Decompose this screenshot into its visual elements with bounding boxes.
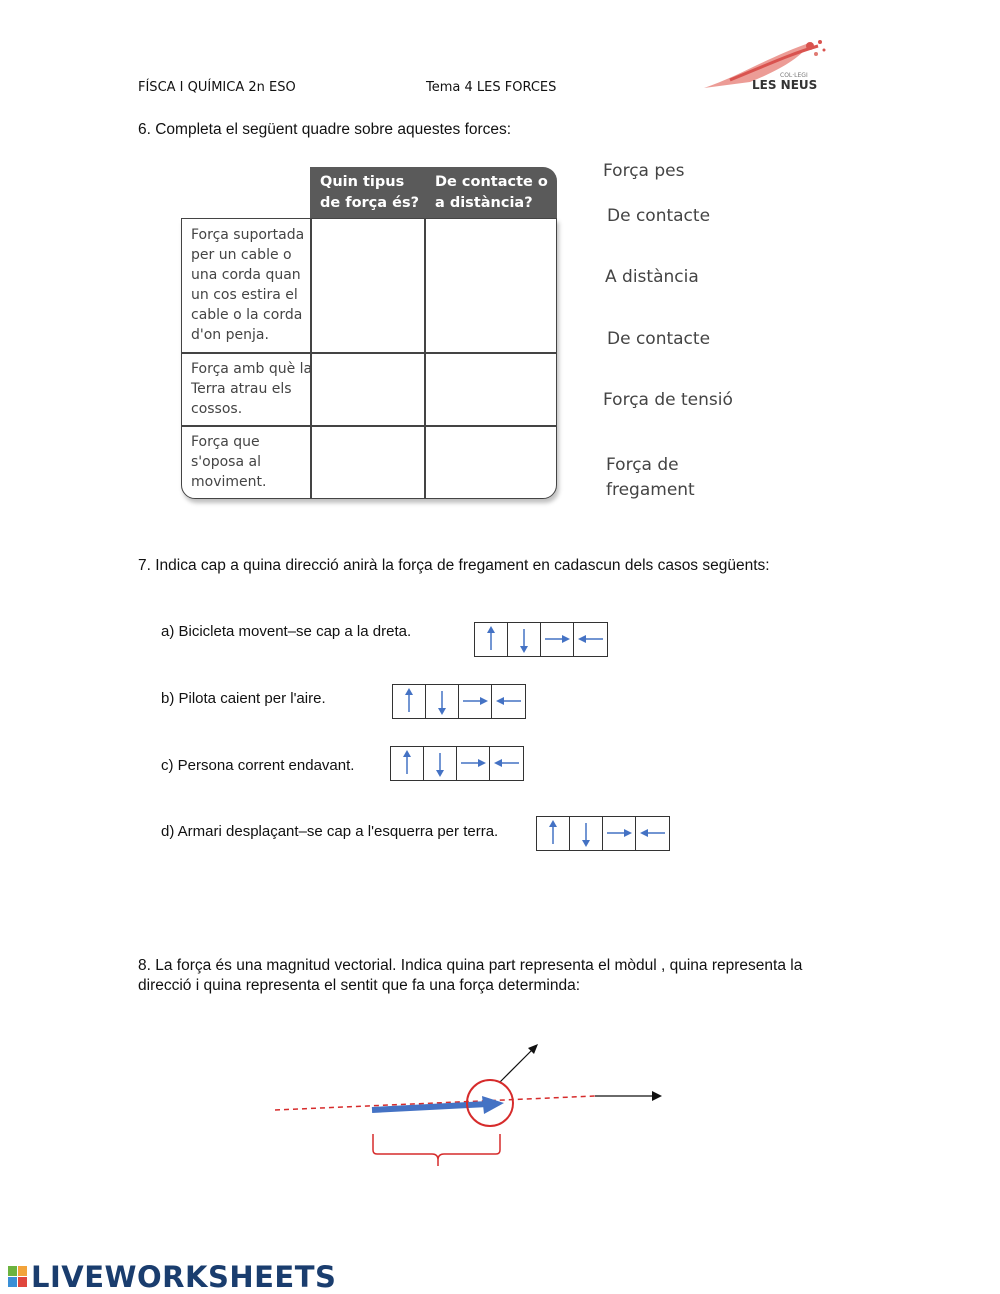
option-forca-pes[interactable]: Força pes (603, 161, 685, 181)
arrow-right-choice[interactable] (457, 747, 490, 780)
q7-item-b: b) Pilota caient per l'aire. (161, 690, 326, 707)
liveworksheets-mark-icon (8, 1266, 28, 1288)
arrow-left-choice[interactable] (574, 623, 607, 656)
module-brace[interactable] (373, 1134, 500, 1166)
row-label-line: cossos. (191, 401, 243, 417)
arrow-left-choice[interactable] (490, 747, 523, 780)
option-forca-de-fregament[interactable] (606, 453, 695, 503)
option-de-contacte-2[interactable]: De contacte (607, 329, 711, 349)
row-label-line: per un cable o (191, 247, 292, 263)
drop-cell-row3-contact[interactable] (426, 427, 556, 499)
row-label-friction (182, 432, 266, 492)
q7-item-a: a) Bicicleta movent–se cap a la dreta. (161, 623, 412, 640)
arrow-left-icon (636, 817, 669, 850)
arrow-up-icon (537, 817, 570, 850)
row-label-weight (182, 359, 312, 419)
pointer-right-arrowhead-icon (652, 1091, 662, 1101)
q7-item-d: d) Armari desplaçant–se cap a l'esquerra per terra. (161, 823, 499, 840)
arrow-choices-a (474, 622, 608, 657)
option-line: fregament (606, 480, 695, 500)
arrow-down-icon (426, 685, 459, 718)
arrow-up-choice[interactable] (475, 623, 508, 656)
drop-cell-row1-type[interactable] (312, 219, 424, 352)
row-label-line: cable o la corda (191, 307, 303, 323)
drop-cell-row2-type[interactable] (312, 354, 424, 425)
arrow-choices-c (390, 746, 524, 781)
force-vector-arrowhead-icon (482, 1096, 504, 1114)
row-label-line: moviment. (191, 474, 267, 490)
arrow-up-icon (391, 747, 424, 780)
arrow-up-choice[interactable] (391, 747, 424, 780)
arrow-down-choice[interactable] (424, 747, 457, 780)
logo-small-text: COL·LEGI (780, 72, 808, 79)
row-label-line: Força suportada (191, 227, 305, 243)
arrow-right-icon (457, 747, 490, 780)
q7-item-c: c) Persona corrent endavant. (161, 757, 355, 774)
q8-prompt-line2: direcció i quina representa el sentit que fa una força determinda: (138, 977, 581, 994)
arrow-left-choice[interactable] (492, 685, 525, 718)
option-a-distancia[interactable]: A distància (605, 267, 699, 287)
row-label-line: Força amb què la (191, 361, 313, 377)
arrow-down-icon (508, 623, 541, 656)
col1-header-line1: Quin tipus (320, 174, 405, 190)
pointer-up-line (500, 1050, 532, 1082)
drop-cell-row3-type[interactable] (312, 427, 424, 499)
col2-header-line2: a distància? (435, 195, 533, 211)
q8-prompt (138, 956, 858, 996)
arrow-left-icon (490, 747, 523, 780)
arrow-left-icon (574, 623, 607, 656)
arrow-right-choice[interactable] (459, 685, 492, 718)
liveworksheets-logo (8, 1260, 336, 1294)
row-label-line: un cos estira el (191, 287, 298, 303)
arrow-down-choice[interactable] (508, 623, 541, 656)
row-label-tension (182, 225, 304, 345)
q7-prompt: 7. Indica cap a quina direcció anirà la força de fregament en cadascun dels casos següents: (138, 557, 770, 574)
q8-prompt-line1: 8. La força és una magnitud vectorial. Indica quina part representa el mòdul , quina representa la (138, 957, 803, 974)
subject-header: FÍSCA I QUÍMICA 2n ESO (138, 80, 296, 95)
arrow-right-icon (459, 685, 492, 718)
logo-main-text: LES NEUS (752, 78, 818, 92)
arrow-right-icon (541, 623, 574, 656)
arrow-down-icon (570, 817, 603, 850)
row-label-line: Terra atrau els (191, 381, 292, 397)
force-vector-body (372, 1104, 488, 1110)
col1-header-line2: de força és? (320, 195, 419, 211)
arrow-left-choice[interactable] (636, 817, 669, 850)
arrow-right-choice[interactable] (541, 623, 574, 656)
option-de-contacte[interactable]: De contacte (607, 206, 711, 226)
liveworksheets-brand-text: LIVEWORKSHEETS (31, 1260, 337, 1294)
arrow-up-icon (475, 623, 508, 656)
arrow-right-choice[interactable] (603, 817, 636, 850)
arrow-choices-b (392, 684, 526, 719)
vector-diagram (260, 1030, 680, 1180)
row-label-line: Força que (191, 434, 260, 450)
arrow-choices-d (536, 816, 670, 851)
table-body (181, 218, 557, 499)
arrow-up-choice[interactable] (537, 817, 570, 850)
col1-header (310, 167, 425, 219)
drop-cell-row1-contact[interactable] (426, 219, 556, 352)
school-logo (700, 36, 830, 96)
arrow-left-icon (492, 685, 525, 718)
col2-header (425, 167, 557, 219)
row-label-line: d'on penja. (191, 327, 269, 343)
forces-table (181, 167, 558, 501)
arrow-up-icon (393, 685, 426, 718)
option-line: Força de (606, 455, 679, 475)
arrow-right-icon (603, 817, 636, 850)
col2-header-line1: De contacte o (435, 174, 548, 190)
topic-header: Tema 4 LES FORCES (426, 80, 557, 95)
drop-cell-row2-contact[interactable] (426, 354, 556, 425)
arrow-up-choice[interactable] (393, 685, 426, 718)
q6-prompt: 6. Completa el següent quadre sobre aquestes forces: (138, 121, 512, 138)
arrow-down-choice[interactable] (570, 817, 603, 850)
row-label-line: s'oposa al (191, 454, 261, 470)
arrow-down-icon (424, 747, 457, 780)
arrow-down-choice[interactable] (426, 685, 459, 718)
row-label-line: una corda quan (191, 267, 301, 283)
option-forca-de-tensio[interactable]: Força de tensió (603, 390, 733, 410)
